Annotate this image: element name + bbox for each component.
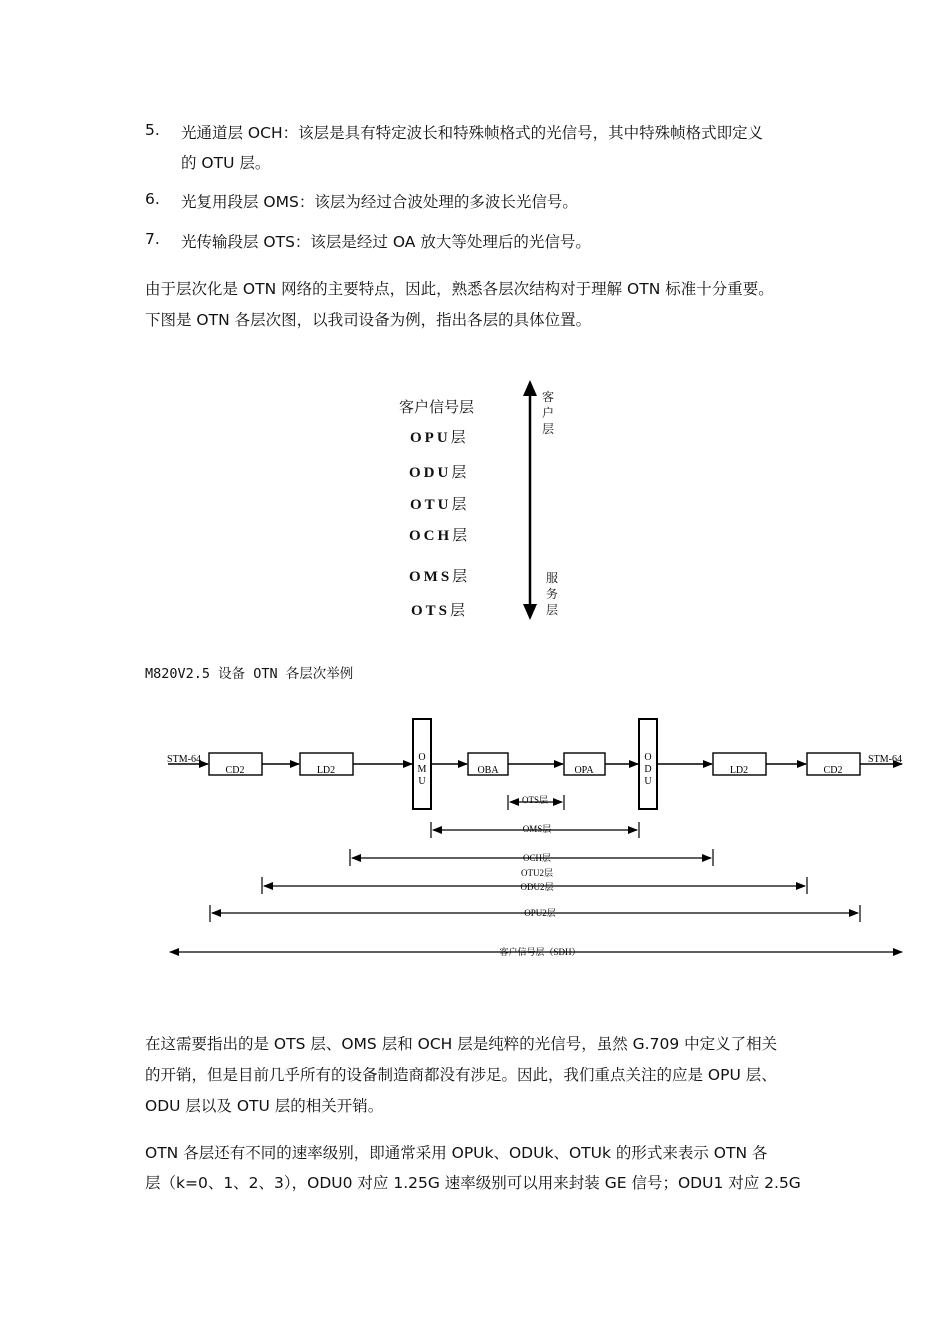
otu-layer-label [410, 493, 467, 514]
ots-layer-code: OTS [411, 603, 451, 619]
opu-layer-label [410, 426, 466, 447]
service-layer-char: 服 [545, 571, 558, 585]
list-number-5: 5. [145, 121, 160, 139]
service-layer-char: 层 [545, 603, 558, 617]
list-item-5-line2: 的 OTU 层。 [181, 154, 271, 172]
och-span-label: OCH层 [522, 853, 552, 863]
opu-layer-suffix: 层 [450, 430, 466, 446]
oms-layer-suffix: 层 [452, 569, 468, 585]
odu-layer-code: ODU [409, 465, 452, 481]
odu-label-d: D [644, 764, 652, 775]
oms-layer-code: OMS [409, 569, 453, 585]
client-sdh-span-label: 客户信号层（SDH） [499, 947, 581, 957]
cd2-right-label: CD2 [823, 765, 843, 776]
och-layer-label [409, 524, 467, 545]
client-layer-char: 客 [541, 390, 554, 404]
para2-line2: 的开销，但是目前几乎所有的设备制造商都没有涉足。因此，我们重点关注的应是 OPU 层、 [145, 1066, 777, 1084]
cd2-left-label: CD2 [225, 765, 245, 776]
otu2-span-label: OTU2层 [521, 868, 553, 878]
service-layer-vertical-label [545, 570, 559, 618]
och-layer-suffix: 层 [452, 528, 468, 544]
client-layer-char: 户 [541, 406, 554, 420]
ots-span-label: OTS层 [521, 795, 549, 805]
list-item-5-line1: 光通道层 OCH：该层是具有特定波长和特殊帧格式的光信号，其中特殊帧格式即定义 [181, 124, 764, 142]
ots-layer-suffix: 层 [450, 603, 466, 619]
list-number-7: 7. [145, 230, 160, 248]
list-number-6: 6. [145, 190, 160, 208]
omu-label-o: O [418, 752, 426, 763]
list-item-7: 光传输段层 OTS：该层是经过 OA 放大等处理后的光信号。 [181, 233, 591, 251]
oms-layer-label [409, 565, 467, 586]
equipment-diagram [0, 700, 950, 980]
para2-line3: ODU 层以及 OTU 层的相关开销。 [145, 1097, 384, 1115]
client-layer-vertical-label [541, 389, 555, 437]
oms-span-label: OMS层 [522, 824, 552, 834]
para3-line1: OTN 各层还有不同的速率级别，即通常采用 OPUk、ODUk、OTUk 的形式来表示 OTN 各 [145, 1144, 768, 1162]
stm64-right-label: STM-64 [868, 754, 902, 765]
ld2-right-label: LD2 [729, 765, 749, 776]
otu-layer-code: OTU [410, 497, 452, 513]
opa-label: OPA [574, 765, 594, 776]
para3-line2: 层（k=0、1、2、3），ODU0 对应 1.25G 速率级别可以用来封装 GE 信号；ODU1 对应 2.5G [145, 1174, 801, 1192]
client-layer-char: 层 [541, 422, 554, 436]
intro-line2: 下图是 OTN 各层次图，以我司设备为例，指出各层的具体位置。 [145, 311, 592, 329]
omu-label-m: M [417, 764, 427, 775]
otu-layer-suffix: 层 [451, 497, 467, 513]
och-layer-code: OCH [409, 528, 453, 544]
odu-label-o: O [644, 752, 652, 763]
para2-line1: 在这需要指出的是 OTS 层、OMS 层和 OCH 层是纯粹的光信号，虽然 G.709 中定义了相关 [145, 1035, 778, 1053]
client-signal-layer-label: 客户信号层 [399, 398, 475, 416]
stm64-left-label: STM-64 [167, 754, 201, 765]
figure-caption: M820V2.5 设备 OTN 各层次举例 [145, 666, 354, 682]
intro-line1: 由于层次化是 OTN 网络的主要特点，因此，熟悉各层次结构对于理解 OTN 标准十分重要。 [145, 280, 774, 298]
opu2-span-label: OPU2层 [524, 908, 556, 918]
list-item-6: 光复用段层 OMS：该层为经过合波处理的多波长光信号。 [181, 193, 578, 211]
odu-label-u: U [644, 776, 652, 787]
service-layer-char: 务 [545, 587, 558, 601]
ots-layer-label [411, 599, 465, 620]
odu-layer-label [409, 461, 466, 482]
ld2-left-label: LD2 [316, 765, 336, 776]
omu-label-u: U [418, 776, 426, 787]
up-arrowhead-icon [523, 380, 537, 396]
odu2-span-label: ODU2层 [520, 882, 554, 892]
opu-layer-code: OPU [410, 430, 451, 446]
odu-layer-suffix: 层 [451, 465, 467, 481]
oba-label: OBA [477, 765, 499, 776]
down-arrowhead-icon [523, 604, 537, 620]
